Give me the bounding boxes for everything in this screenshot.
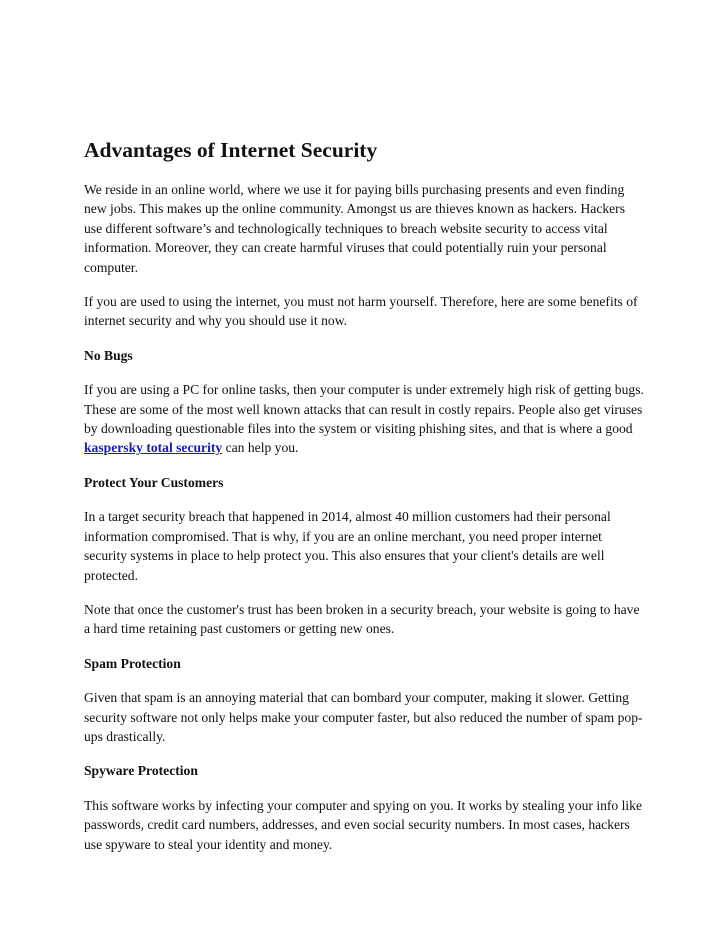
spam-protection-paragraph: Given that spam is an annoying material that can bombard your computer, making it slower. Getting security software not only helps make your computer faster, but also reduced the number of spam pop-ups drastically.: [84, 690, 643, 744]
intro-paragraph-2: If you are used to using the internet, you must not harm yourself. Therefore, here are some benefits of internet security and why you should use it now.: [84, 294, 638, 329]
no-bugs-text-after-link: can help you.: [222, 440, 299, 456]
document-page: [84, 136, 644, 869]
kaspersky-link[interactable]: kaspersky total security: [84, 440, 223, 456]
no-bugs-text-before-link: If you are using a PC for online tasks, then your computer is under extremely high risk of getting bugs. These are some of the most well known attacks that can result in costly repairs. People also get viruses by downloading questionable files into the system or visiting phishing sites, and that is where a good: [84, 382, 644, 437]
section-heading-spam-protection: Spam Protection: [84, 655, 181, 671]
no-bugs-paragraph: [84, 380, 644, 458]
section-heading-protect-customers: Protect Your Customers: [84, 474, 224, 490]
protect-customers-paragraph-1: In a target security breach that happened in 2014, almost 40 million customers had their personal information compromised. That is why, if you are an online merchant, you need proper internet security systems in place to help protect you. This also ensures that your client's details are well protected.: [84, 509, 611, 583]
page-title: Advantages of Internet Security: [84, 138, 378, 162]
intro-paragraph-1: We reside in an online world, where we use it for paying bills purchasing presents and even finding new jobs. This makes up the online community. Amongst us are thieves known as hackers. Hackers use different software’s and technologically techniques to breach website security to access vital information. Moreover, they can create harmful viruses that could potentially ruin your personal computer.: [84, 182, 626, 275]
section-heading-no-bugs: No Bugs: [84, 347, 133, 363]
section-heading-spyware-protection: Spyware Protection: [84, 763, 198, 779]
protect-customers-paragraph-2: Note that once the customer's trust has been broken in a security breach, your website is going to have a hard time retaining past customers or getting new ones.: [84, 601, 640, 637]
spyware-protection-paragraph: This software works by infecting your computer and spying on you. It works by stealing your info like passwords, credit card numbers, addresses, and even social security numbers. In most cases, hackers use spyware to steal your identity and money.: [84, 797, 643, 852]
